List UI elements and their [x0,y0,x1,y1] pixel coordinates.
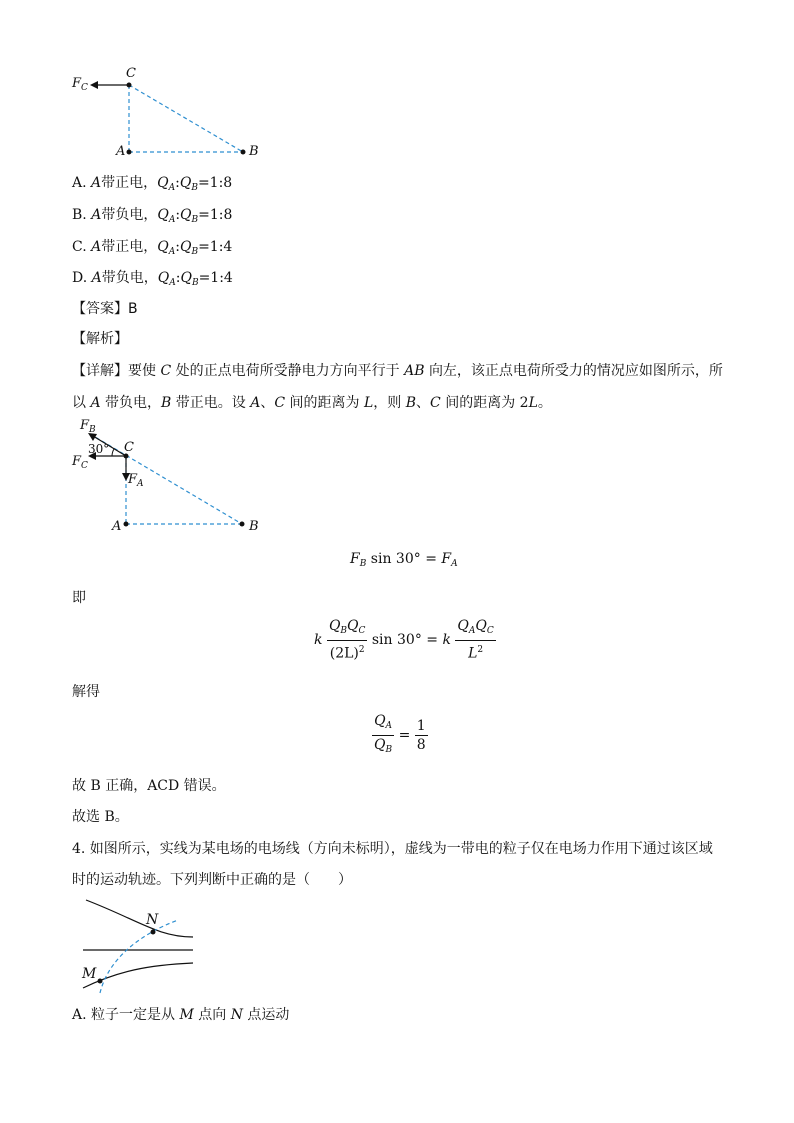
equation-1: $F_B$ $\sin 30^\circ = F_A$ [350,551,458,569]
trajectory [100,920,178,993]
point-a-2 [124,522,129,527]
equation-3: $\frac{Q_A}{Q_B}$ = $\frac{1}{8}$ [374,713,426,755]
fig2-label-fc: $F_C$ [72,454,88,471]
detail-line-2: 以 A 带负电，B 带正电。设 A、C 间的距离为 L，则 B、C 间的距离为 2L。 [72,395,552,411]
answer-line: 【答案】B [72,301,138,317]
fig2-label-b: B [249,519,259,534]
point-b [241,150,246,155]
conclusion-2: 故选 B。 [72,809,129,825]
option-d: D. A带负电，$Q_A:Q_B=1:4$ [72,270,233,288]
question-4-line-1: 4. 如图所示，实线为某电场的电场线（方向未标明），虚线为一带电的粒子仅在电场力作用下通过该区域 [72,841,713,857]
option-b: B. A带负电，$Q_A:Q_B=1:8$ [72,207,233,225]
point-c [127,83,132,88]
question-4-line-2: 时的运动轨迹。下列判断中正确的是（ ） [72,872,352,888]
point-n [151,930,156,935]
analysis-tag: 【解析】 [72,331,128,347]
figure-triangle-1 [60,60,280,170]
option-a: A. A带正电，$Q_A:Q_B=1:8$ [72,175,233,193]
point-b-2 [240,522,245,527]
field-line-bottom [83,963,193,988]
conclusion-1: 故 B 正确，ACD 错误。 [72,778,226,794]
figure-field-lines [78,895,208,995]
field-line-top [86,900,193,937]
fig1-label-fc: $F_C$ [72,76,88,93]
fig2-label-c: C [124,440,134,455]
line-cb [129,85,243,152]
fig1-label-a: A [116,144,126,159]
fig1-label-b: B [249,144,259,159]
angle-arc [112,449,114,456]
ji-label: 即 [72,590,86,606]
arrow-fc-head [90,81,98,89]
fig2-label-a: A [112,519,122,534]
jiede-label: 解得 [72,684,100,700]
equation-2: k $\frac{Q_BQ_C}{(2L)^2}$ sin 30° = k $\frac{Q_AQ_C}{L^2}$ [314,618,494,662]
fig2-label-fa: $F_A$ [128,472,144,489]
detail-line-1: 【详解】要使 C 处的正点电荷所受静电力方向平行于 AB 向左，该正点电荷所受力的情况应如图所示，所 [72,363,723,379]
point-m [98,979,103,984]
point-a [127,150,132,155]
option-c: C. A带正电，$Q_A:Q_B=1:4$ [72,239,233,257]
fig2-label-fb: $F_B$ [80,418,96,435]
fig3-label-n: N [146,912,159,928]
question-4-option-a: A. 粒子一定是从 M 点向 N 点运动 [72,1007,290,1023]
figure-force-diagram [60,420,280,540]
fig1-label-c: C [126,66,136,81]
fig2-label-angle: 30° [88,442,110,456]
fig3-label-m: M [82,966,97,982]
